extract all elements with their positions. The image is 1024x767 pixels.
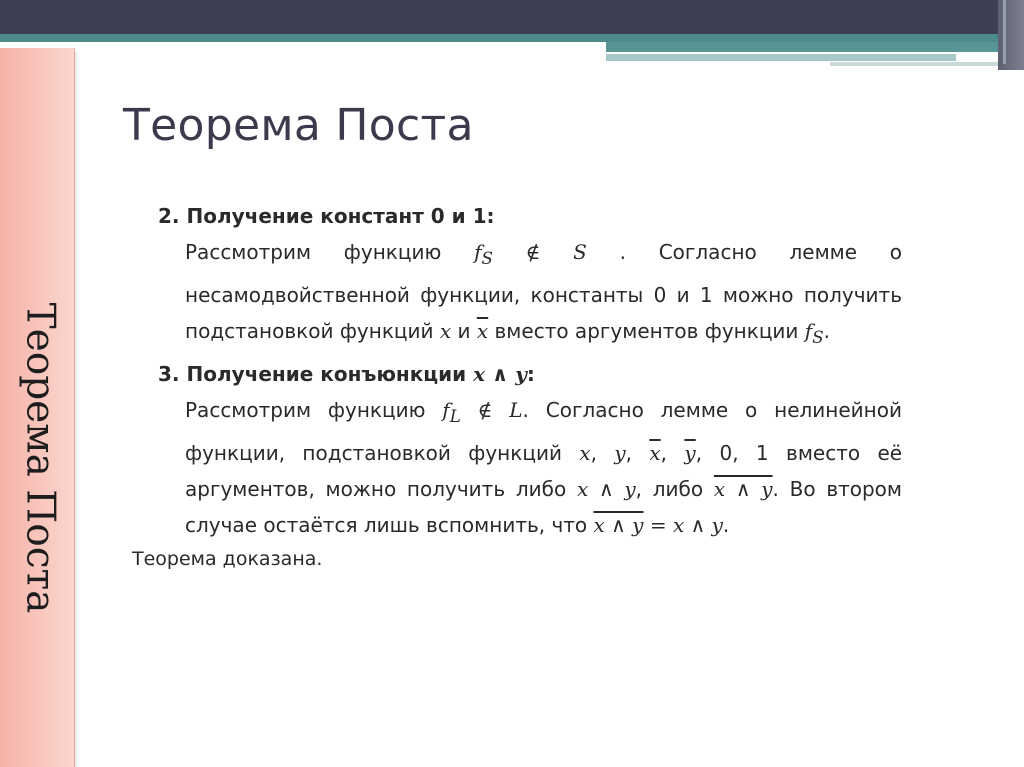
decor-edge bbox=[998, 0, 1024, 70]
decor-stripe bbox=[830, 62, 1024, 66]
side-shadow bbox=[75, 52, 79, 767]
side-panel bbox=[0, 48, 75, 767]
slide-title: Теорема Поста bbox=[123, 100, 474, 151]
side-title: Теорема Поста bbox=[17, 302, 63, 614]
slide-content bbox=[158, 198, 902, 543]
item-heading: 3. Получение конъюнкции x ∧ y: bbox=[158, 362, 535, 386]
paragraph: Рассмотрим функцию $f_L$ ∉ L. Согласно лемме о нелинейной функции, подстановкой функций x, y, $\overline{x}$, $\overline{y}$, 0, 1 вместо её аргументов, можно получить либо x ∧ y, либо x ∧ y. Во втором случае остаётся лишь вспомнить, что x ∧ y = x ∧ y. bbox=[185, 398, 903, 537]
teal-decor-line bbox=[0, 34, 1024, 42]
decor-stripe bbox=[606, 42, 1024, 52]
decor-edge bbox=[1003, 0, 1006, 64]
top-decor-bar bbox=[0, 0, 1024, 34]
paragraph: Рассмотрим функцию $f_S$ ∉ S . Согласно лемме о несамодвойственной функции, константы 0 и 1 можно получить подстановкой функций x и $\overline{x}$ вместо аргументов функции $f_S$. bbox=[185, 240, 903, 347]
conclusion-text: Теорема доказана. bbox=[132, 548, 323, 570]
decor-stripe bbox=[606, 54, 956, 61]
item-heading: 2. Получение констант 0 и 1: bbox=[158, 204, 495, 228]
